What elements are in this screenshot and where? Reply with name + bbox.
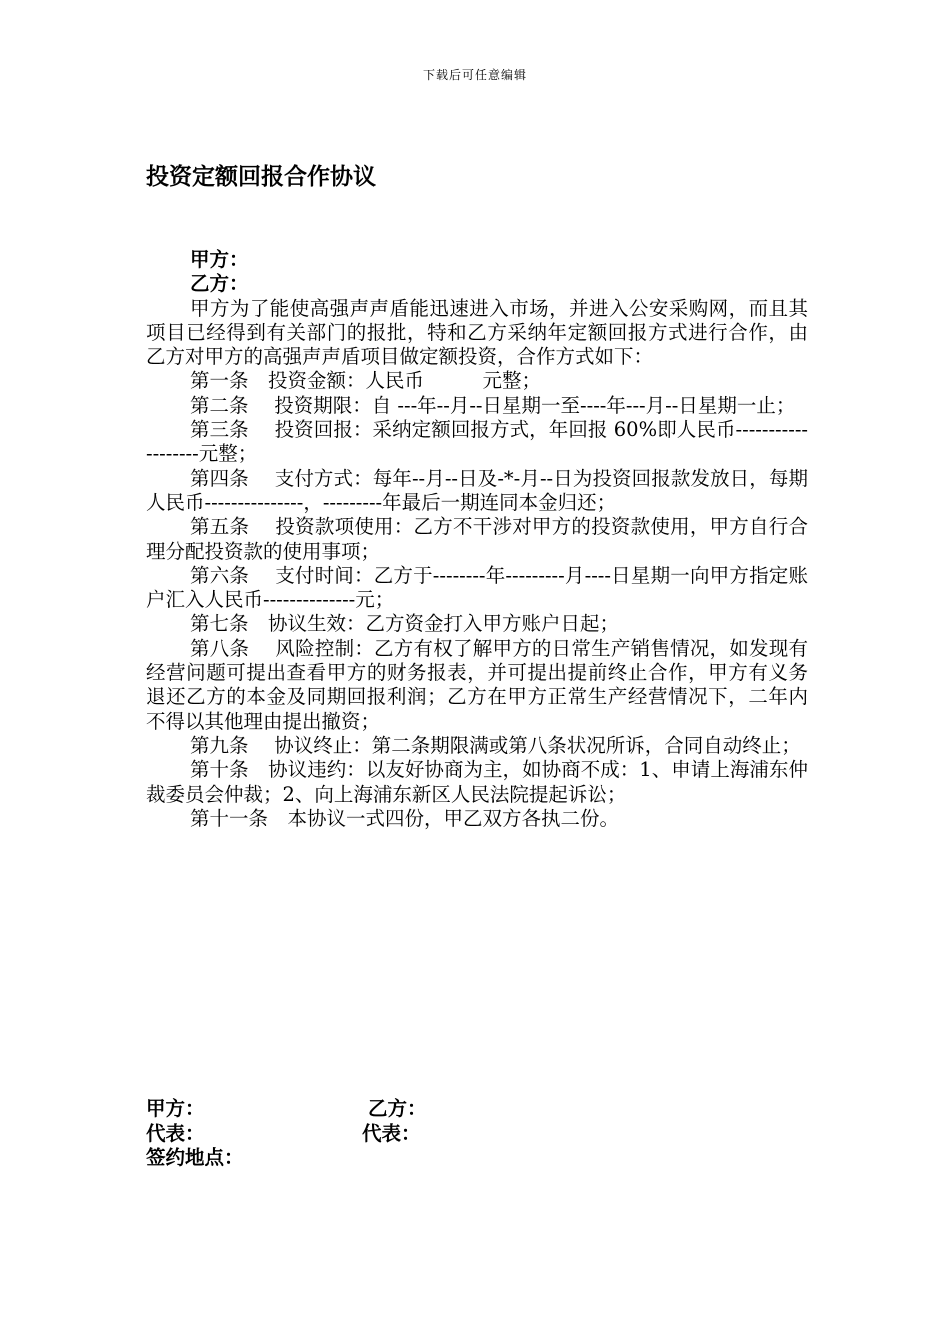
article-5: 第五条 投资款项使用：乙方不干涉对甲方的投资款使用，甲方自行合理分配投资款的使用事项； — [146, 515, 808, 563]
article-9: 第九条 协议终止：第二条期限满或第八条状况所诉，合同自动终止； — [190, 733, 801, 757]
article-10: 第十条 协议违约：以友好协商为主，如协商不成：1、申请上海浦东仲裁委员会仲裁；2、向上海浦东新区人民法院提起诉讼； — [146, 758, 808, 806]
article-3: 第三条 投资回报：采纳定额回报方式，年回报 60%即人民币-------------------元整； — [146, 418, 808, 466]
agreement-body — [146, 248, 808, 831]
signature-party-b: 乙方： — [368, 1097, 427, 1120]
party-a-label: 甲方： — [190, 248, 249, 271]
article-6: 第六条 支付时间：乙方于--------年---------月----日星期一向甲方指定账户汇入人民币--------------元； — [146, 563, 808, 612]
representative-a: 代表： — [146, 1121, 205, 1145]
article-1: 第一条 投资金额：人民币 元整； — [190, 369, 542, 393]
article-8: 第八条 风险控制：乙方有权了解甲方的日常生产销售情况，如发现有经营问题可提出查看甲方的财务报表，并可提出提前终止合作，甲方有义务退还乙方的本金及同期回报利润；乙方在甲方正常生产经营情况下，二年内不得以其他理由提出撤资； — [146, 636, 808, 733]
signature-block — [146, 1097, 646, 1171]
article-7: 第七条 协议生效：乙方资金打入甲方账户日起； — [190, 612, 620, 636]
representative-b: 代表： — [362, 1121, 421, 1145]
article-2: 第二条 投资期限：自 ---年--月--日星期一至----年---月--日星期一止； — [190, 393, 796, 417]
document-title: 投资定额回报合作协议 — [146, 164, 376, 190]
signature-row-parties — [146, 1097, 646, 1122]
signing-place: 签约地点： — [146, 1146, 244, 1169]
signature-row-place — [146, 1146, 646, 1171]
intro-paragraph: 甲方为了能使高强声声盾能迅速进入市场，并进入公安采购网，而且其项目已经得到有关部门的报批，特和乙方采纳年定额回报方式进行合作，由乙方对甲方的高强声声盾项目做定额投资，合作方式如下： — [146, 296, 808, 369]
header-note: 下载后可任意编辑 — [422, 68, 527, 82]
signature-party-a: 甲方： — [146, 1097, 205, 1120]
article-11: 第十一条 本协议一式四份，甲乙双方各执二份。 — [190, 806, 620, 830]
party-b-label: 乙方： — [190, 272, 249, 296]
signature-row-representatives — [146, 1122, 646, 1147]
article-4: 第四条 支付方式：每年--月--日及-*-月--日为投资回报款发放日，每期人民币---------------，---------年最后一期连同本金归还； — [146, 466, 808, 514]
